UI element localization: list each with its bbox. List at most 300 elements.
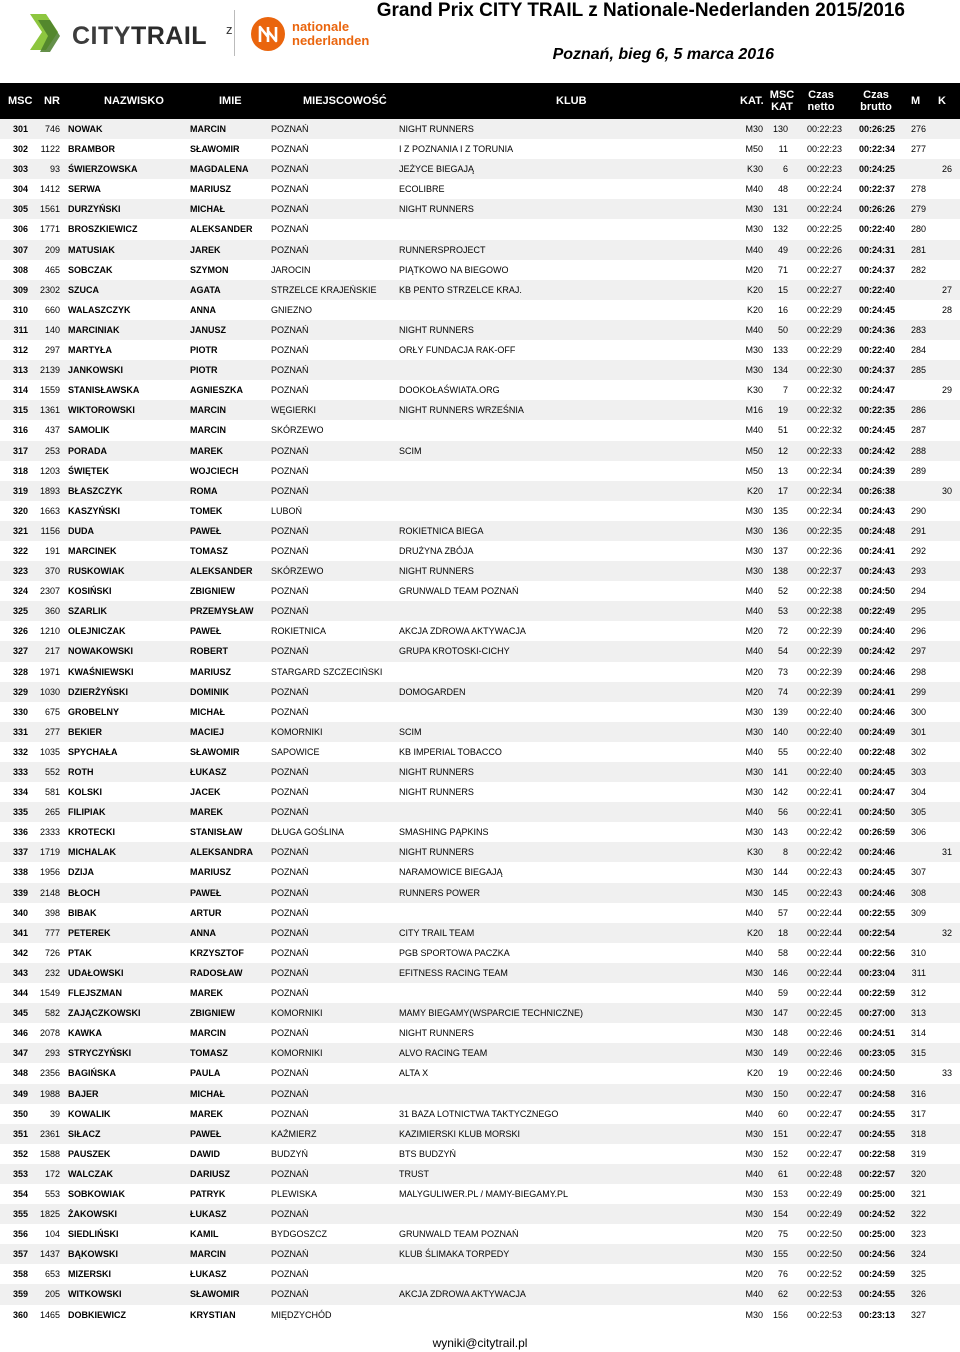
cell-msc-kat: 76 [777,1269,788,1280]
table-row [0,1104,960,1124]
cell-miejscowosc: POZNAŃ [271,887,309,898]
cell-brutto: 00:24:40 [858,626,895,637]
cell-kat: M50 [745,144,763,155]
cell-msc-kat: 12 [777,445,788,456]
cell-nr: 465 [44,264,60,275]
cell-msc-kat: 145 [772,887,788,898]
cell-nr: 104 [44,1229,60,1240]
cell-miejscowosc: POZNAŃ [271,1249,309,1260]
table-row [0,1043,960,1063]
cell-m: 304 [910,787,926,798]
cell-msc-kat: 155 [772,1249,788,1260]
cell-m: 326 [910,1289,926,1300]
cell-nazwisko: MICHALAK [68,847,116,858]
cell-m: 303 [910,767,926,777]
cell-brutto: 00:24:45 [858,867,895,878]
cell-imie: ROMA [190,485,218,496]
table-row [0,380,960,400]
cell-brutto: 00:23:05 [858,1048,895,1059]
cell-brutto: 00:24:50 [858,1068,895,1079]
table-row [0,883,960,903]
cell-m: 321 [910,1188,926,1199]
cell-k [934,400,952,420]
cell-nr: 297 [44,345,60,356]
table-row [0,862,960,882]
cell-kat: M30 [745,1048,763,1059]
cell-brutto: 00:24:45 [858,304,895,315]
cell-m: 289 [910,465,926,476]
cell-miejscowosc: POZNAŃ [271,1209,309,1220]
cell-netto: 00:22:44 [806,988,842,999]
cell-nazwisko: MARCINEK [68,545,117,556]
cell-brutto: 00:24:45 [858,425,895,436]
cell-kat: M40 [745,1289,763,1300]
cell-imie: STANISŁAW [190,827,243,838]
cell-netto: 00:22:50 [806,1229,842,1240]
cell-klub: SCIM [399,445,422,456]
cell-k [934,662,952,682]
cell-imie: AGATA [190,284,221,295]
cell-klub: JEŻYCE BIEGAJĄ [399,164,475,175]
cell-nr: 253 [44,445,60,456]
cell-brutto: 00:22:48 [858,746,895,757]
cell-msc-kat: 147 [772,1008,788,1019]
cell-m: 322 [910,1209,926,1220]
cell-klub: SCIM [399,726,422,737]
cell-miejscowosc: POZNAŃ [271,545,309,556]
cell-nr: 172 [44,1168,60,1179]
cell-nazwisko: WITKOWSKI [68,1289,122,1300]
cell-miejscowosc: STRZELCE KRAJEŃSKIE [271,284,377,295]
cell-m: 295 [910,606,926,617]
cell-klub [399,1264,719,1284]
cell-m [904,842,926,862]
cell-nazwisko: KAWKA [68,1028,102,1039]
cell-nazwisko: BŁOCH [68,887,100,898]
cell-msc: 333 [12,767,28,777]
cell-nr: 1956 [39,867,60,878]
cell-msc-kat: 135 [772,505,788,516]
cell-miejscowosc: BUDZYŃ [271,1148,309,1159]
cell-brutto: 00:22:56 [858,947,895,958]
cell-imie: ANNA [190,927,216,938]
cell-brutto: 00:26:26 [858,204,895,215]
table-row [0,822,960,842]
cell-kat: M20 [745,1229,763,1240]
cell-msc: 312 [12,345,28,356]
cell-netto: 00:22:26 [806,244,842,255]
table-row [0,601,960,621]
cell-kat: M40 [745,184,763,195]
col-header-brutto: Czas brutto [860,89,892,113]
cell-msc: 345 [12,1008,28,1019]
cell-klub: SMASHING PĄPKINS [399,827,489,838]
cell-nr: 209 [44,244,60,255]
cell-brutto: 00:23:13 [858,1309,895,1320]
cell-msc: 325 [12,606,28,617]
cell-msc: 348 [12,1068,28,1079]
cell-miejscowosc: POZNAŃ [271,365,309,376]
cell-k [934,1264,952,1284]
cell-kat: M30 [745,767,763,777]
cell-kat: M30 [745,1028,763,1039]
table-row [0,441,960,461]
cell-miejscowosc: POZNAŃ [271,1289,309,1300]
cell-msc: 341 [12,927,28,938]
cell-imie: MARCIN [190,425,226,436]
cell-nazwisko: DZIJA [68,867,95,878]
cell-miejscowosc: KOMORNIKI [271,1008,323,1019]
cell-netto: 00:22:36 [806,545,842,556]
cell-k: 27 [941,284,952,295]
cell-m: 324 [910,1249,926,1260]
cell-kat: M30 [745,1088,763,1099]
table-row [0,219,960,239]
cell-msc: 322 [12,545,28,556]
cell-klub: RUNNERSPROJECT [399,244,486,255]
cell-miejscowosc: MIĘDZYCHÓD [271,1309,332,1320]
cell-klub: MAMY BIEGAMY(WSPARCIE TECHNICZNE) [399,1008,584,1019]
cell-kat: M30 [745,124,763,134]
cell-netto: 00:22:23 [806,124,842,134]
cell-brutto: 00:24:48 [858,525,895,536]
cell-nr: 726 [44,947,60,958]
cell-nr: 2078 [39,1028,60,1039]
cell-miejscowosc: POZNAŃ [271,345,309,356]
table-row [0,943,960,963]
cell-m: 305 [910,807,926,818]
cell-kat: M40 [745,947,763,958]
cell-msc-kat: 142 [772,787,788,798]
cell-m: 308 [910,887,926,898]
cell-miejscowosc: STARGARD SZCZECIŃSKI [271,666,383,677]
cell-klub: ECOLIBRE [399,184,445,195]
cell-klub: NARAMOWICE BIEGAJĄ [399,867,503,878]
cell-m: 323 [910,1229,926,1240]
cell-imie: AGNIESZKA [190,385,244,396]
cell-netto: 00:22:34 [806,485,842,496]
cell-k: 30 [941,485,952,496]
cell-msc: 337 [12,847,28,858]
table-row [0,1144,960,1164]
cell-msc-kat: 73 [777,666,788,677]
cell-klub: NIGHT RUNNERS [399,324,474,335]
cell-brutto: 00:25:00 [858,1188,895,1199]
cell-brutto: 00:24:55 [858,1108,895,1119]
cell-m: 299 [910,686,926,697]
cell-msc-kat: 55 [777,746,788,757]
cell-miejscowosc: GNIEZNO [271,304,313,315]
cell-nr: 1361 [39,405,60,416]
cell-m: 320 [910,1168,926,1179]
cell-brutto: 00:24:39 [858,465,895,476]
cell-msc-kat: 8 [782,847,788,858]
cell-netto: 00:22:47 [806,1128,842,1139]
cell-klub: KLUB ŚLIMAKA TORPEDY [399,1249,510,1260]
cell-netto: 00:22:46 [806,1068,842,1079]
cell-imie: ŁUKASZ [190,1209,227,1220]
table-header [0,83,960,119]
table-row [0,139,960,159]
cell-imie: SŁAWOMIR [190,1289,240,1300]
cell-msc: 347 [12,1048,28,1059]
cell-imie: MAREK [190,1108,223,1119]
cell-k [934,963,952,983]
cell-brutto: 00:22:35 [858,405,895,416]
table-row [0,1124,960,1144]
table-row [0,662,960,682]
cell-brutto: 00:23:04 [858,967,895,978]
table-row [0,159,960,179]
cell-miejscowosc: POZNAŃ [271,947,309,958]
table-row [0,581,960,601]
cell-kat: M40 [745,425,763,436]
cell-klub: KB PENTO STRZELCE KRAJ. [399,284,522,295]
cell-netto: 00:22:32 [806,385,842,396]
cell-msc: 349 [12,1088,28,1099]
cell-miejscowosc: SKÓRZEWO [271,425,324,436]
cell-netto: 00:22:32 [806,425,842,436]
cell-kat: M40 [745,1108,763,1119]
cell-msc: 331 [12,726,28,737]
cell-m: 276 [910,124,926,134]
cell-msc: 309 [12,284,28,295]
cell-m: 282 [910,264,926,275]
cell-brutto: 00:24:42 [858,646,895,657]
cell-k [934,601,952,621]
cell-imie: KRYSTIAN [190,1309,236,1320]
cell-k [934,621,952,641]
cell-nazwisko: NOWAK [68,124,103,134]
cell-klub: PGB SPORTOWA PACZKA [399,947,510,958]
cell-msc: 321 [12,525,28,536]
cell-m: 283 [910,324,926,335]
cell-msc-kat: 136 [772,525,788,536]
cell-nr: 1893 [39,485,60,496]
cell-brutto: 00:26:38 [858,485,895,496]
cell-netto: 00:22:47 [806,1108,842,1119]
table-row [0,1305,960,1325]
cell-msc-kat: 50 [777,324,788,335]
cell-msc: 328 [12,666,28,677]
cell-imie: ZBIGNIEW [190,1008,235,1019]
table-row [0,983,960,1003]
cell-msc: 318 [12,465,28,476]
cell-klub: EFITNESS RACING TEAM [399,967,508,978]
cell-netto: 00:22:46 [806,1048,842,1059]
cell-brutto: 00:22:49 [858,606,895,617]
cell-nazwisko: ŻAKOWSKI [68,1209,117,1220]
cell-klub: KAZIMIERSKI KLUB MORSKI [399,1128,521,1139]
cell-m: 301 [910,726,926,737]
cell-k [934,340,952,360]
cell-msc-kat: 150 [772,1088,788,1099]
table-row [0,199,960,219]
cell-msc-kat: 6 [782,164,788,175]
cell-m: 277 [910,144,926,155]
cell-imie: TOMEK [190,505,223,516]
cell-nr: 1825 [39,1209,60,1220]
cell-msc-kat: 154 [772,1209,788,1220]
cell-m: 293 [910,566,926,577]
cell-netto: 00:22:44 [806,927,842,938]
cell-klub [399,662,719,682]
cell-msc: 329 [12,686,28,697]
cell-msc-kat: 146 [772,967,788,978]
cell-nr: 370 [44,566,60,577]
table-row [0,320,960,340]
cell-miejscowosc: POZNAŃ [271,1269,309,1280]
cell-m: 316 [910,1088,926,1099]
cell-netto: 00:22:34 [806,505,842,516]
cell-k [934,199,952,219]
cell-miejscowosc: POZNAŃ [271,124,309,134]
cell-netto: 00:22:45 [806,1008,842,1019]
cell-brutto: 00:24:50 [858,807,895,818]
table-row [0,722,960,742]
cell-msc-kat: 19 [777,405,788,416]
cell-brutto: 00:24:49 [858,726,895,737]
cell-k [934,722,952,742]
cell-msc-kat: 149 [772,1048,788,1059]
cell-netto: 00:22:44 [806,907,842,918]
cell-m: 287 [910,425,926,436]
cell-k [934,521,952,541]
cell-m: 292 [910,545,926,556]
cell-imie: WOJCIECH [190,465,239,476]
cell-m: 291 [910,525,926,536]
cell-klub: NIGHT RUNNERS [399,1028,474,1039]
cell-miejscowosc: POZNAŃ [271,525,309,536]
cell-imie: JAREK [190,244,221,255]
cell-k [934,561,952,581]
cell-m: 309 [910,907,926,918]
cell-m: 300 [910,706,926,717]
cell-m: 294 [910,586,926,597]
cell-k [934,641,952,661]
cell-msc-kat: 143 [772,827,788,838]
cell-brutto: 00:24:52 [858,1209,895,1220]
cell-nazwisko: DUDA [68,525,94,536]
cell-msc-kat: 152 [772,1148,788,1159]
cell-k [934,742,952,762]
cell-msc-kat: 18 [777,927,788,938]
citytrail-mark-icon [28,10,66,56]
cell-k [934,119,952,139]
cell-nazwisko: WIKTOROWSKI [68,405,135,416]
cell-msc: 334 [12,787,28,798]
cell-msc: 307 [12,244,28,255]
cell-nr: 2148 [39,887,60,898]
cell-m: 307 [910,867,926,878]
table-row [0,1003,960,1023]
cell-nazwisko: ŚWIERZOWSKA [68,164,138,175]
col-header-miejscowosc: MIEJSCOWOŚĆ [303,95,387,107]
cell-klub [399,903,719,923]
cell-imie: ŁUKASZ [190,1269,227,1280]
cell-m: 325 [910,1269,926,1280]
cell-m: 314 [910,1028,926,1039]
cell-klub: ALTA X [399,1068,429,1079]
cell-m: 327 [910,1309,926,1320]
cell-kat: M40 [745,1168,763,1179]
cell-netto: 00:22:29 [806,304,842,315]
table-row [0,521,960,541]
cell-netto: 00:22:23 [806,144,842,155]
cell-brutto: 00:24:46 [858,666,895,677]
col-header-klub: KLUB [556,95,587,107]
cell-msc: 353 [12,1168,28,1179]
cell-brutto: 00:24:46 [858,706,895,717]
cell-klub [399,360,719,380]
cell-miejscowosc: POZNAŃ [271,1028,309,1039]
cell-imie: ŁUKASZ [190,767,227,777]
table-row [0,340,960,360]
cell-brutto: 00:26:59 [858,827,895,838]
cell-nazwisko: FLEJSZMAN [68,988,122,999]
cell-brutto: 00:25:00 [858,1229,895,1240]
cell-nr: 39 [49,1108,60,1119]
cell-msc: 310 [12,304,28,315]
cell-nazwisko: SAMOLIK [68,425,110,436]
cell-imie: ZBIGNIEW [190,586,235,597]
cell-netto: 00:22:30 [806,365,842,376]
cell-nazwisko: KOLSKI [68,787,103,798]
cell-klub: GRUNWALD TEAM POZNAŃ [399,586,519,597]
cell-imie: JANUSZ [190,324,227,335]
cell-imie: PAWEŁ [190,887,222,898]
cell-netto: 00:22:53 [806,1309,842,1320]
cell-brutto: 00:24:55 [858,1128,895,1139]
cell-nr: 675 [44,706,60,717]
cell-netto: 00:22:39 [806,666,842,677]
cell-klub: NIGHT RUNNERS [399,847,474,858]
cell-nazwisko: MIZERSKI [68,1269,112,1280]
cell-netto: 00:22:40 [806,746,842,757]
cell-msc: 327 [12,646,28,657]
cell-kat: M30 [745,566,763,577]
cell-m [904,481,926,501]
cell-brutto: 00:24:41 [858,686,895,697]
cell-msc-kat: 131 [772,204,788,215]
cell-m: 298 [910,666,926,677]
table-row [0,1063,960,1083]
cell-msc: 304 [12,184,28,195]
cell-m: 315 [910,1048,926,1059]
cell-imie: MACIEJ [190,726,225,737]
cell-klub: NIGHT RUNNERS WRZEŚNIA [399,405,524,416]
table-row [0,842,960,862]
cell-kat: M20 [745,666,763,677]
cell-msc: 352 [12,1148,28,1159]
cell-brutto: 00:24:47 [858,787,895,798]
cell-kat: M50 [745,465,763,476]
cell-m: 317 [910,1108,926,1119]
cell-msc-kat: 56 [777,807,788,818]
cell-netto: 00:22:25 [806,224,842,235]
cell-imie: MICHAŁ [190,1088,225,1099]
cell-m: 313 [910,1008,926,1019]
cell-miejscowosc: POZNAŃ [271,184,309,195]
cell-msc-kat: 49 [777,244,788,255]
cell-brutto: 00:22:59 [858,988,895,999]
cell-imie: PRZEMYSŁAW [190,606,254,617]
col-header-msc-kat: MSC KAT [769,89,795,113]
cell-nazwisko: RUSKOWIAK [68,566,125,577]
cell-netto: 00:22:39 [806,626,842,637]
cell-k [934,682,952,702]
cell-kat: M40 [745,324,763,335]
